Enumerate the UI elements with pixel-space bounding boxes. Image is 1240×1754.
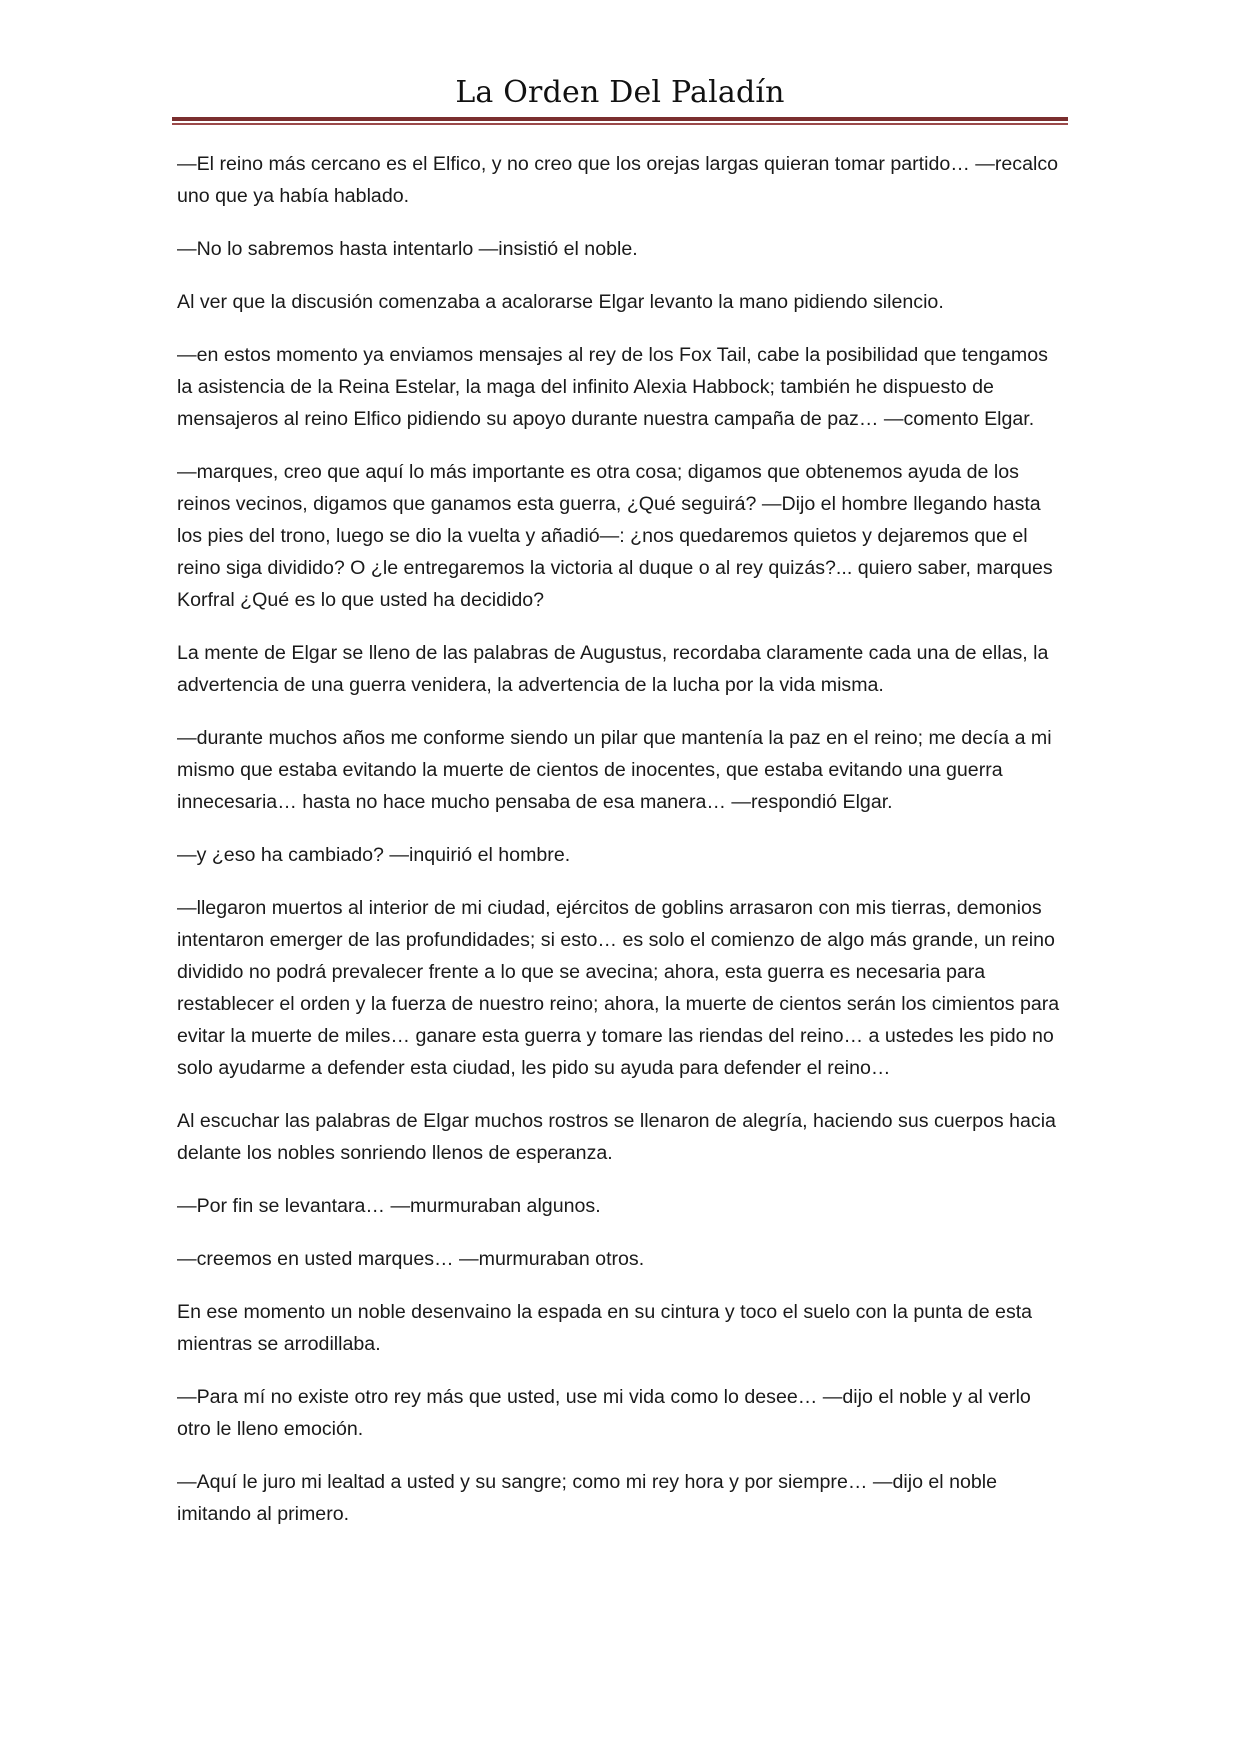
paragraph: —Por fin se levantara… —murmuraban algunos. bbox=[177, 1195, 601, 1217]
paragraph: —en estos momento ya enviamos mensajes al rey de los Fox Tail, cabe la posibilidad que tengamos la asistencia de la Reina Estelar, la maga del infinito Alexia Habbock; también he dispuesto de mensajeros al reino Elfico pidiendo su apoyo durante nuestra campaña de paz… —comento Elgar. bbox=[177, 344, 1048, 430]
book-title: La Orden Del Paladín bbox=[455, 75, 785, 110]
header-divider bbox=[172, 117, 1068, 125]
paragraph: —No lo sabremos hasta intentarlo —insistió el noble. bbox=[177, 238, 638, 260]
paragraph: —Para mí no existe otro rey más que usted, use mi vida como lo desee… —dijo el noble y al verlo otro le lleno emoción. bbox=[177, 1386, 1031, 1440]
paragraph: —El reino más cercano es el Elfico, y no creo que los orejas largas quieran tomar partido… —recalco uno que ya había hablado. bbox=[177, 153, 1059, 207]
paragraph: —llegaron muertos al interior de mi ciudad, ejércitos de goblins arrasaron con mis tierras, demonios intentaron emerger de las profundidades; si esto… es solo el comienzo de algo más grande, un reino dividido no podrá prevalecer frente a lo que se avecina; ahora, esta guerra es necesaria para restablecer el orden y la fuerza de nuestro reino; ahora, la muerte de cientos serán los cimientos para evitar la muerte de miles… ganare esta guerra y tomare las riendas del reino… a ustedes les pido no solo ayudarme a defender esta ciudad, les pido su ayuda para defender el reino… bbox=[177, 897, 1060, 1079]
header-divider-thin bbox=[172, 123, 1068, 125]
paragraph: —Aquí le juro mi lealtad a usted y su sangre; como mi rey hora y por siempre… —dijo el noble imitando al primero. bbox=[177, 1471, 998, 1525]
paragraph: —durante muchos años me conforme siendo un pilar que mantenía la paz en el reino; me decía a mi mismo que estaba evitando la muerte de cientos de inocentes, que estaba evitando una guerra innecesaria… hasta no hace mucho pensaba de esa manera… —respondió Elgar. bbox=[177, 727, 1052, 813]
page-header bbox=[172, 68, 1068, 118]
header-divider-thick bbox=[172, 117, 1068, 121]
paragraph: —marques, creo que aquí lo más importante es otra cosa; digamos que obtenemos ayuda de los reinos vecinos, digamos que ganamos esta guerra, ¿Qué seguirá? —Dijo el hombre llegando hasta los pies del trono, luego se dio la vuelta y añadió—: ¿nos quedaremos quietos y dejaremos que el reino siga dividido? O ¿le entregaremos la victoria al duque o al rey quizás?... quiero saber, marques Korfral ¿Qué es lo que usted ha decidido? bbox=[177, 461, 1053, 611]
paragraph: Al escuchar las palabras de Elgar muchos rostros se llenaron de alegría, haciendo sus cuerpos hacia delante los nobles sonriendo llenos de esperanza. bbox=[177, 1110, 1056, 1164]
paragraph: En ese momento un noble desenvaino la espada en su cintura y toco el suelo con la punta de esta mientras se arrodillaba. bbox=[177, 1301, 1033, 1355]
paragraph: La mente de Elgar se lleno de las palabras de Augustus, recordaba claramente cada una de ellas, la advertencia de una guerra venidera, la advertencia de la lucha por la vida misma. bbox=[177, 642, 1049, 696]
paragraph: —y ¿eso ha cambiado? —inquirió el hombre. bbox=[177, 844, 571, 866]
paragraph: —creemos en usted marques… —murmuraban otros. bbox=[177, 1248, 645, 1270]
body-text bbox=[177, 148, 1065, 1551]
paragraph: Al ver que la discusión comenzaba a acalorarse Elgar levanto la mano pidiendo silencio. bbox=[177, 291, 944, 313]
